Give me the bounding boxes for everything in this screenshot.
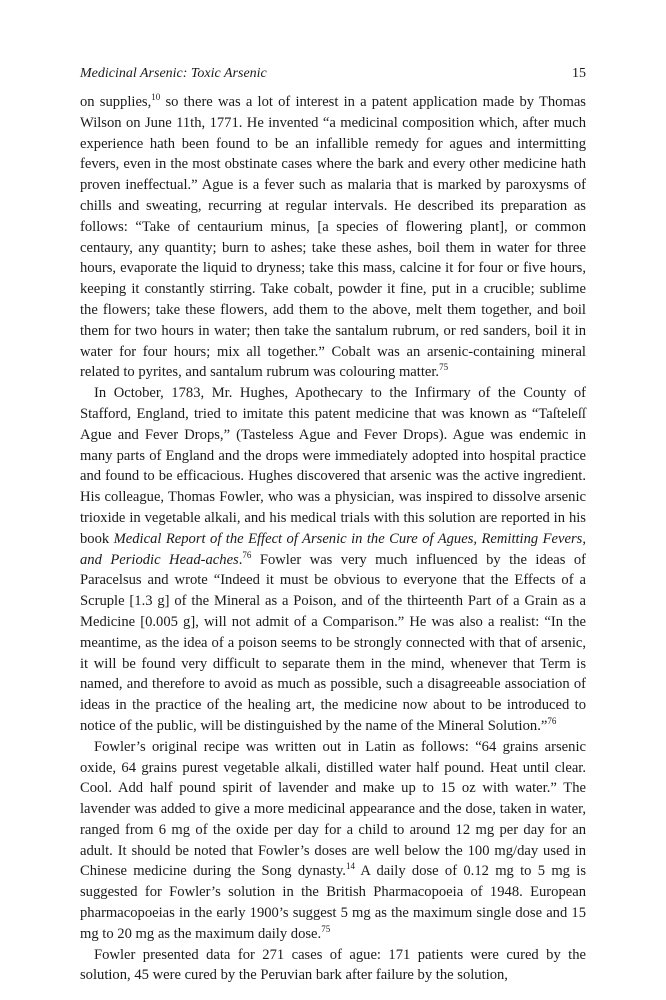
book-title: Medical Report of the Effect of Arsenic in the Cure of Agues, Remitting Fevers, and Periodic Head-aches xyxy=(80,530,586,568)
footnote-reference: 75 xyxy=(439,362,449,373)
text-run: Fowler was very much influenced by the ideas of Paracelsus and wrote “Indeed it must be obvious to everyone that the Effects of a Scruple [1.3 g] of the Mineral as a Poison, and of the thirteenth Part of a Grain as a Medicine [0.005 g], will not admit of a Comparison.” He was also a realist: “In the meantime, as the idea of a poison seems to be strongly connected with that of arsenic, it will be found very difficult to separate them in the mind, whenever that Term is named, and therefore to avoid as much as possible, such a disagreeable association of ideas in the practice of the healing art, the medicine now about to be introduced to notice of the public, will be distinguished by the name of the Mineral Solution.” xyxy=(80,551,586,734)
paragraph xyxy=(80,383,586,737)
text-run: Fowler’s original recipe was written out in Latin as follows: “64 grains arsenic oxide, 64 grains purest vegetable alkali, distilled water half pound. Heat until clear. Cool. Add half pound spirit of lavender and make up to 15 oz with water.” The lavender was added to give a more medicinal appearance and the dose, taken in water, ranged from 6 mg of the oxide per day for a child to around 12 mg per day for an adult. It should be noted that Fowler’s doses are well below the 100 mg/day used in Chinese medicine during the Song dynasty. xyxy=(80,738,586,880)
running-head: Medicinal Arsenic: Toxic Arsenic xyxy=(80,66,267,81)
paragraph xyxy=(80,945,586,987)
footnote-reference: 10 xyxy=(151,92,161,102)
body-text xyxy=(80,92,586,986)
paragraph xyxy=(80,92,586,383)
text-run: . xyxy=(238,551,243,568)
page-number: 15 xyxy=(572,66,586,81)
paragraph xyxy=(80,737,586,945)
footnote-reference: 76 xyxy=(242,549,252,560)
footnote-reference: 75 xyxy=(321,923,331,934)
text-run: so there was a lot of interest in a patent application made by Thomas Wilson on June 11th, 1771. He invented “a medicinal composition which, after much experience hath been found to be an infallible remedy for agues and intermitting fevers, even in the most obstinate cases where the bark and every other medicine hath proven ineffectual.” Ague is a fever such as malaria that is marked by paroxysms of chills and sweating, recurring at regular intervals. He described its preparation as follows: “Take of centaurium minus, [a species of flowering plant], or common centaury, any quantity; burn to ashes; take these ashes, boil them in water for three hours, evaporate the liquid to dryness; take this mass, calcine it for four or five hours, keeping it constantly stirring. Take cobalt, powder it fine, put in a crucible; sublime the flowers; take these flowers, add them to the above, melt them together, and boil them for two hours in water; then take the santalum rubrum, or red sanders, boil it in water for four hours; mix all together.” Cobalt was an arsenic-containing mineral related to pyrites, and santalum rubrum was colouring matter. xyxy=(80,94,586,381)
page-header xyxy=(80,66,586,88)
text-run: on supplies, xyxy=(80,94,152,110)
footnote-reference: 76 xyxy=(547,715,557,726)
text-run: In October, 1783, Mr. Hughes, Apothecary to the Infirmary of the County of Stafford, England, tried to imitate this patent medicine that was known as “Taſteleſſ Ague and Fever Drops,” (Tasteless Ague and Fever Drops). Ague was endemic in many parts of England and the drops were immediately adopted into hospital practice and found to be efficacious. Hughes discovered that arsenic was the active ingredient. His colleague, Thomas Fowler, who was a physician, was inspired to dissolve arsenic trioxide in vegetable alkali, and his medical trials with this solution are reported in his book xyxy=(80,385,586,547)
text-run: A daily dose of 0.12 mg to 5 mg is suggested for Fowler’s solution in the British Pharmacopoeia of 1948. European pharmacopoeias in the early 1900’s suggest 5 mg as the maximum single dose and 15 mg to 20 mg as the maximum daily dose. xyxy=(80,863,586,942)
book-page xyxy=(80,66,586,986)
footnote-reference: 14 xyxy=(345,861,355,872)
text-run: Fowler presented data for 271 cases of ague: 171 patients were cured by the solution, 45 were cured by the Peruvian bark after failure by the solution, xyxy=(80,946,586,984)
